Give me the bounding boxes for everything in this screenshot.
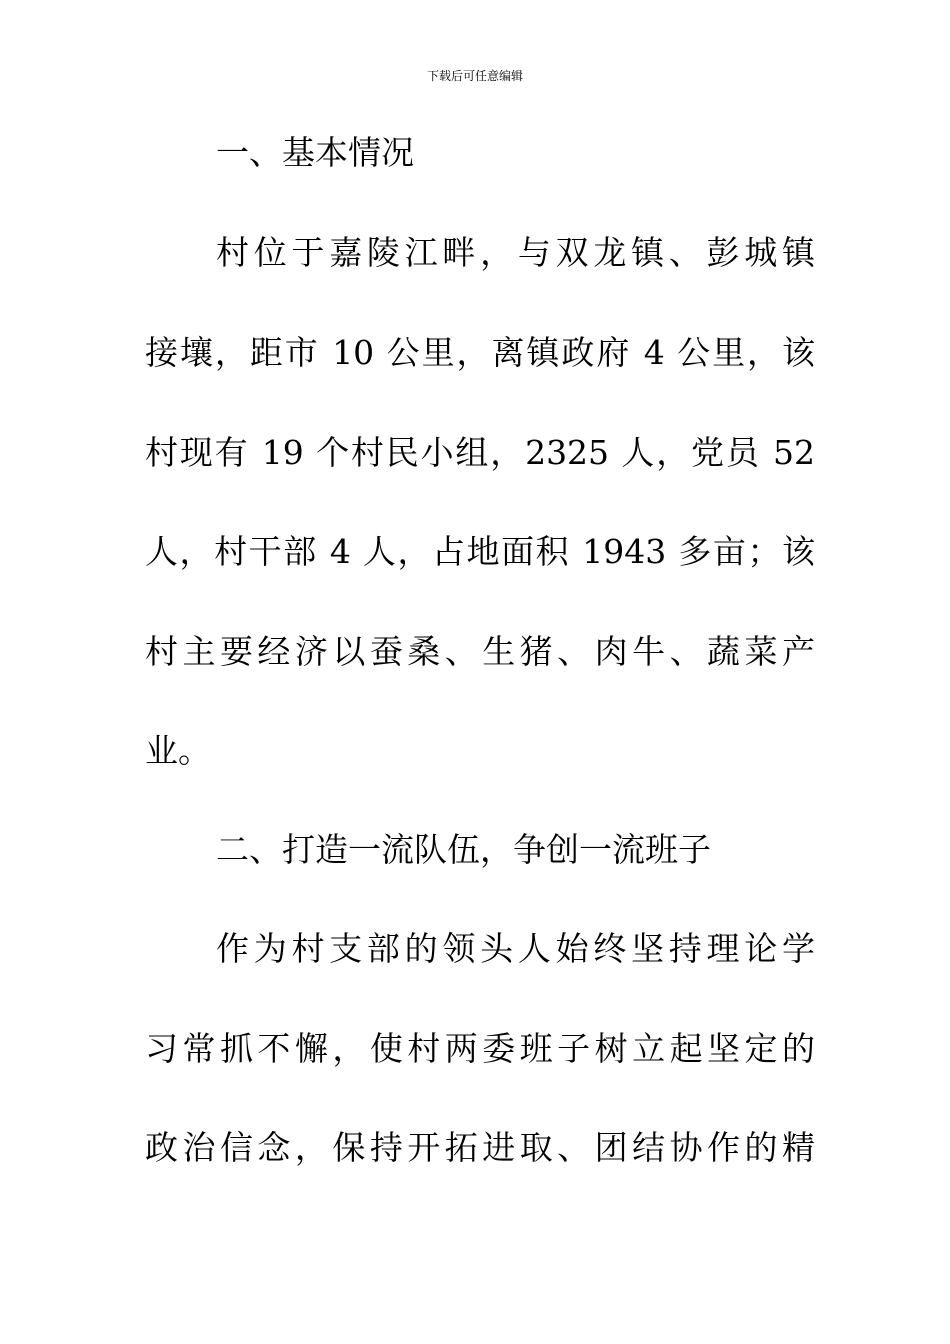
paragraph-line: 村位于嘉陵江畔，与双龙镇、彭城镇 bbox=[216, 233, 815, 272]
paragraph-line: 接壤，距市 10 公里，离镇政府 4 公里，该 bbox=[145, 333, 815, 372]
paragraph-line: 作为村支部的领头人始终坚持理论学 bbox=[216, 929, 815, 968]
paragraph-line: 村现有 19 个村民小组，2325 人，党员 52 bbox=[145, 433, 815, 472]
paragraph-line: 习常抓不懈，使村两委班子树立起坚定的 bbox=[145, 1029, 815, 1068]
paragraph-line: 人，村干部 4 人，占地面积 1943 多亩；该 bbox=[145, 532, 815, 571]
paragraph-line: 村主要经济以蚕桑、生猪、肉牛、蔬菜产 bbox=[145, 632, 815, 671]
paragraph-line: 政治信念，保持开拓进取、团结协作的精 bbox=[145, 1128, 815, 1167]
section-heading-team: 二、打造一流队伍，争创一流班子 bbox=[216, 830, 711, 869]
section-heading-basic-info: 一、基本情况 bbox=[216, 133, 414, 172]
paragraph-line: 业。 bbox=[145, 731, 211, 770]
page-header: 下载后可任意编辑 bbox=[426, 69, 523, 83]
